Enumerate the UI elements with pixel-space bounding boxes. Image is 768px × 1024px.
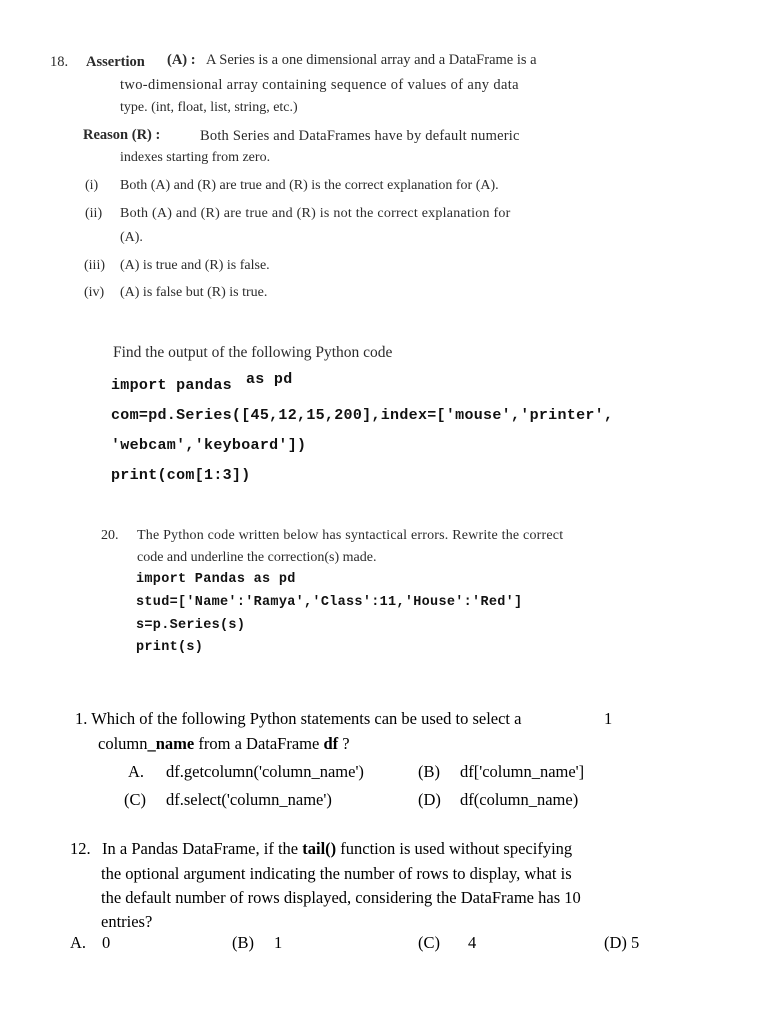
- question-number: 18.: [50, 54, 69, 70]
- option-a-text: df.getcolumn('column_name'): [166, 762, 364, 781]
- option-number: (iii): [84, 258, 105, 273]
- code-line: import Pandas as pd: [136, 572, 296, 587]
- option-number: (iv): [84, 285, 105, 300]
- reason-label: Reason (R) :: [83, 127, 161, 143]
- question-text-line-2: column_name from a DataFrame df ?: [98, 734, 350, 753]
- option-c-text: 4: [468, 933, 477, 952]
- question-text-line-1: 1. Which of the following Python statements can be used to select a: [75, 709, 522, 728]
- code-line: import pandas: [111, 377, 232, 394]
- option-b-label: (B): [418, 762, 440, 781]
- option-text: (A) is false but (R) is true.: [120, 285, 268, 300]
- option-c-label: (C): [418, 933, 440, 952]
- assertion-text-line-3: type. (int, float, list, string, etc.): [120, 100, 298, 115]
- question-number: 12.: [70, 839, 91, 858]
- question-text-line-4: entries?: [101, 912, 153, 931]
- option-d-label: (D): [418, 790, 441, 809]
- option-c-label: (C): [124, 790, 146, 809]
- option-text: (A) is true and (R) is false.: [120, 258, 270, 273]
- option-b-text: 1: [274, 933, 283, 952]
- option-text: Both (A) and (R) are true and (R) is the correct explanation for (A).: [120, 178, 499, 193]
- code-line: 'webcam','keyboard']): [111, 437, 307, 454]
- reason-text-line-2: indexes starting from zero.: [120, 150, 271, 165]
- assertion-tag: (A) :: [167, 52, 196, 68]
- option-c-text: df.select('column_name'): [166, 790, 332, 809]
- assertion-text-line-1: A Series is a one dimensional array and a DataFrame is a: [206, 52, 537, 68]
- option-number: (i): [85, 178, 99, 193]
- question-text-line-1: The Python code written below has syntactical errors. Rewrite the correct: [137, 528, 564, 543]
- option-a-label: A.: [128, 762, 145, 781]
- option-text-continued: (A).: [120, 230, 143, 245]
- code-line: s=p.Series(s): [136, 618, 246, 633]
- question-text-line-2: the optional argument indicating the number of rows to display, what is: [101, 864, 572, 883]
- option-number: (ii): [85, 206, 103, 221]
- option-b-text: df['column_name']: [460, 762, 585, 781]
- question-number: 20.: [101, 528, 119, 543]
- marks: 1: [604, 709, 613, 728]
- code-line: print(s): [136, 640, 204, 655]
- question-text-line-3: the default number of rows displayed, considering the DataFrame has 10: [101, 888, 581, 907]
- code-line: print(com[1:3]): [111, 467, 251, 484]
- assertion-label: Assertion: [86, 54, 145, 70]
- option-d: (D) 5: [604, 933, 640, 952]
- code-line-fragment: as pd: [246, 371, 293, 388]
- option-a-label: A.: [70, 933, 87, 952]
- option-b-label: (B): [232, 933, 254, 952]
- question-prompt: Find the output of the following Python code: [113, 344, 393, 361]
- code-line: com=pd.Series([45,12,15,200],index=['mouse','printer',: [111, 407, 614, 424]
- code-line: stud=['Name':'Ramya','Class':11,'House':'Red']: [136, 595, 523, 610]
- question-text-line-2: code and underline the correction(s) made.: [137, 550, 377, 565]
- assertion-text-line-2: two-dimensional array containing sequence of values of any data: [120, 77, 519, 93]
- question-text-line-1: In a Pandas DataFrame, if the tail() function is used without specifying: [102, 839, 573, 858]
- option-text: Both (A) and (R) are true and (R) is not the correct explanation for: [120, 206, 511, 221]
- option-a-text: 0: [102, 933, 111, 952]
- option-d-text: df(column_name): [460, 790, 579, 809]
- reason-text-line-1: Both Series and DataFrames have by default numeric: [200, 128, 520, 144]
